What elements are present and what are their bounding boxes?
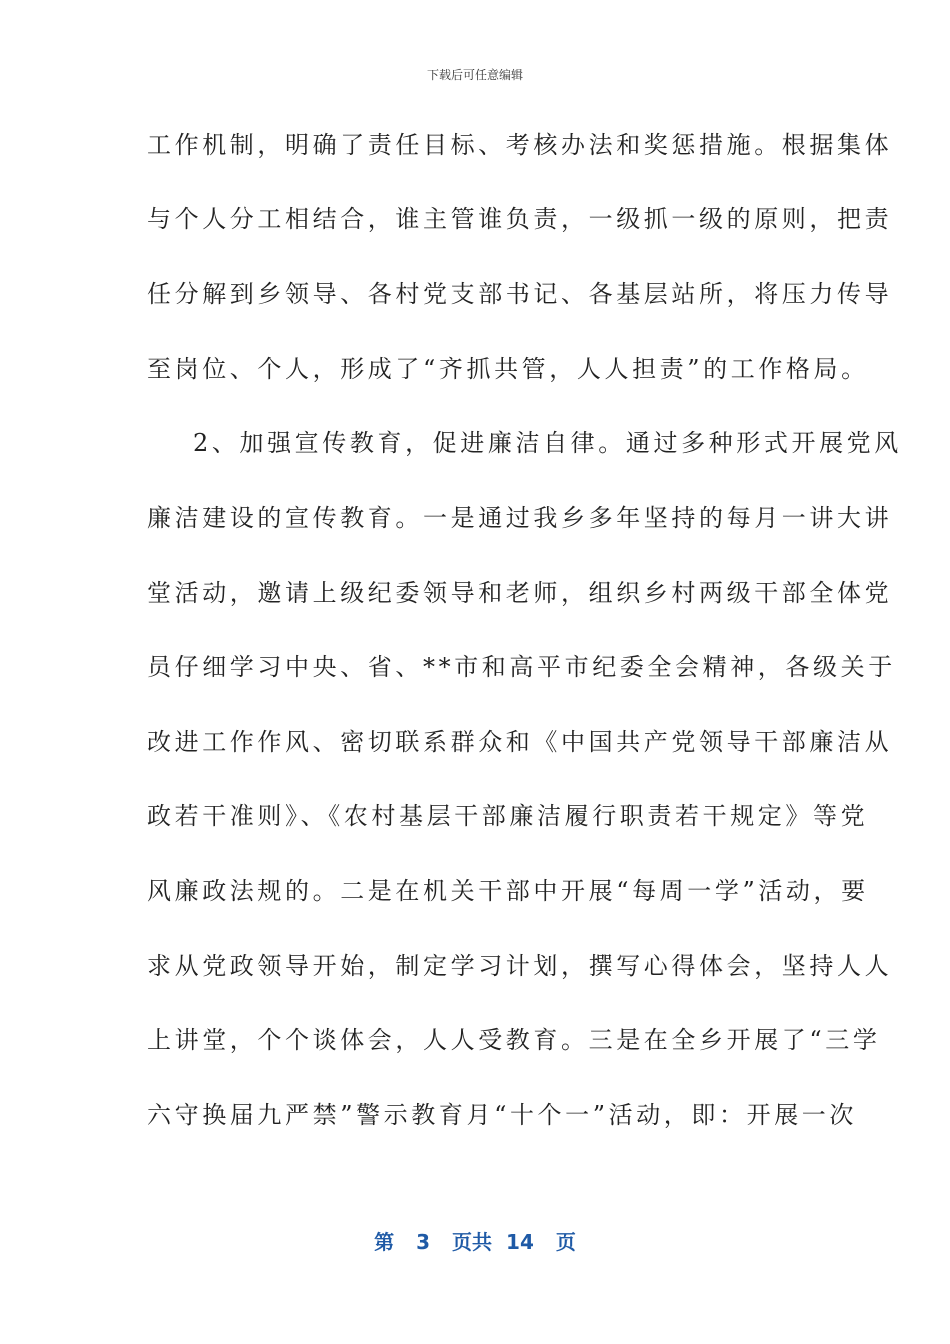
text-line: 政若干准则》、《农村基层干部廉洁履行职责若干规定》等党 [147,802,869,830]
text-line: 求从党政领导开始，制定学习计划，撰写心得体会，坚持人人 [147,952,893,980]
text-line: 上讲堂，个个谈体会，人人受教育。三是在全乡开展了“三学 [147,1026,881,1054]
header-note: 下载后可任意编辑 [426,68,523,82]
text-line: 堂活动，邀请上级纪委领导和老师，组织乡村两级干部全体党 [147,579,893,607]
footer-middle: 页共 [452,1230,493,1254]
footer-current-page: 3 [416,1230,431,1254]
footer-suffix: 页 [555,1230,576,1254]
text-line: 员仔细学习中央、省、**市和高平市纪委全会精神，各级关于 [147,653,896,681]
text-line: 工作机制，明确了责任目标、考核办法和奖惩措施。根据集体 [147,131,893,159]
footer-total-pages: 14 [506,1230,534,1254]
text-line: 廉洁建设的宣传教育。一是通过我乡多年坚持的每月一讲大讲 [147,504,893,532]
text-line: 至岗位、个人，形成了“齐抓共管，人人担责”的工作格局。 [147,355,869,383]
text-line: 与个人分工相结合，谁主管谁负责，一级抓一级的原则，把责 [147,205,893,233]
page-footer [0,1226,950,1255]
text-line: 改进工作作风、密切联系群众和《中国共产党领导干部廉洁从 [147,728,893,756]
text-line: 任分解到乡领导、各村党支部书记、各基层站所，将压力传导 [147,280,893,308]
paragraph-first-line: 2、加强宣传教育，促进廉洁自律。通过多种形式开展党风 [193,429,902,457]
text-line: 六守换届九严禁”警示教育月“十个一”活动，即：开展一次 [147,1101,858,1129]
text-line: 风廉政法规的。二是在机关干部中开展“每周一学”活动，要 [147,877,869,905]
footer-prefix: 第 [374,1230,395,1254]
